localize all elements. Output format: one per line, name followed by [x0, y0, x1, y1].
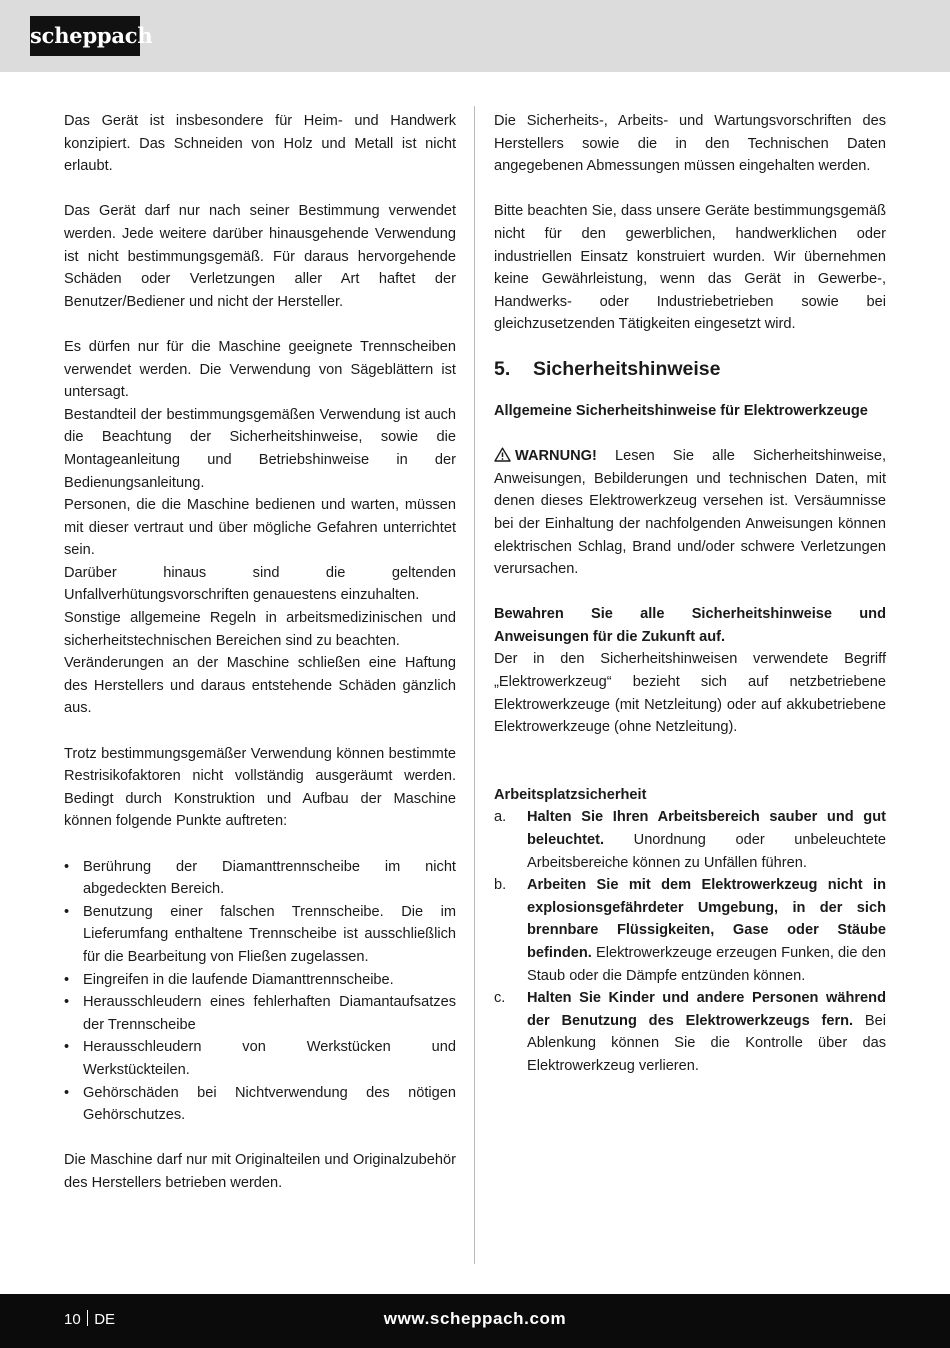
paragraph-residual-risks: Trotz bestimmungsgemäßer Verwendung können bestimmte Restrisikofaktoren nicht vollständig ausgeräumt werden. Bedingt durch Konstruktion und Aufbau der Maschine können folgende Punkte auftreten: [64, 745, 456, 830]
paragraph-power-tool-term: Der in den Sicherheitshinweisen verwendete Begriff „Elektrowerkzeug“ bezieht sich auf netzbetriebene Elektrowerkzeuge (mit Netzleitung) oder auf akkubetriebene Elektrowerkzeuge (ohne Netzleitung). [494, 651, 886, 736]
paragraph-accident-prevention: Darüber hinaus sind die geltenden Unfallverhütungsvorschriften genauestens einzuhalten. [64, 564, 456, 604]
warning-text: Lesen Sie alle Sicherheitshinweise, Anweisungen, Bebilderungen und technischen Daten, mit denen dieses Elektrowerkzeug versehen ist. Versäumnisse bei der Einhaltung der nachfolgenden Anweisungen können elektrischen Schlag, Brand und/oder schwere Verletzungen verursachen. [494, 448, 886, 578]
paragraph-manufacturer-rules: Die Sicherheits-, Arbeits- und Wartungsvorschriften des Herstellers sowie die in den Technischen Daten angegebenen Abmessungen müssen eingehalten werden. [494, 113, 886, 175]
paragraph-general-rules: Sonstige allgemeine Regeln in arbeitsmedizinischen und sicherheitstechnischen Bereichen sind zu beachten. [64, 610, 456, 649]
column-divider [474, 106, 475, 1264]
section-heading [494, 356, 886, 382]
paragraph-cutting-discs: Es dürfen nur für die Maschine geeignete Trennscheiben verwendet werden. Die Verwendung von Sägeblättern ist untersagt. [64, 338, 456, 401]
warning-label: WARNUNG! [515, 448, 597, 465]
list-item: • Benutzung einer falschen Trennscheibe. Die im Lieferumfang enthaltene Trennscheibe ist ausschließlich für die Bearbeitung von Fließen zugelassen. [64, 901, 456, 969]
bullet-icon: • [64, 971, 70, 988]
item-marker: c. [494, 990, 506, 1007]
section-number: 5. [494, 357, 511, 380]
paragraph-safety-compliance: Bestandteil der bestimmungsgemäßen Verwendung ist auch die Beachtung der Sicherheitshinweise, sowie die Montageanleitung und Betriebshinweise in der Bedienungsanleitung. [64, 406, 456, 491]
bullet-icon: • [64, 994, 70, 1011]
section-title: Sicherheitshinweise [533, 357, 721, 380]
list-item: • Eingreifen in die laufende Diamanttrennscheibe. [64, 969, 456, 992]
bullet-icon: • [64, 903, 70, 920]
item-marker: a. [494, 809, 507, 826]
bullet-icon: • [64, 1039, 70, 1056]
workplace-safety-list [494, 806, 886, 1077]
paragraph-intended-use: Das Gerät ist insbesondere für Heim- und Handwerk konzipiert. Das Schneiden von Holz und Metall ist nicht erlaubt. [64, 113, 456, 175]
residual-risk-list [64, 856, 456, 1127]
bullet-icon: • [64, 1084, 70, 1101]
language-code: DE [94, 1311, 116, 1328]
keep-instructions-notice: Bewahren Sie alle Sicherheitshinweise und Anweisungen für die Zukunft auf. [494, 606, 886, 645]
paragraph-intended-use-2: Das Gerät darf nur nach seiner Bestimmung verwendet werden. Jede weitere darüber hinausgehende Verwendung ist nicht bestimmungsgemäß. Für daraus hervorgehende Schäden oder Verletzungen aller Art haftet der Benutzer/Bediener und nicht der Hersteller. [64, 203, 456, 310]
paragraph-original-parts: Die Maschine darf nur mit Originalteilen und Originalzubehör des Herstellers betrieben werden. [64, 1152, 456, 1191]
page-header [0, 0, 950, 72]
heading-workplace-safety: Arbeitsplatzsicherheit [494, 786, 647, 803]
subheading-general-safety: Allgemeine Sicherheitshinweise für Elektrowerkzeuge [494, 402, 868, 419]
warning-triangle-icon [494, 445, 511, 468]
brand-logo: scheppach [30, 16, 140, 56]
page-number: 10 DE [64, 1311, 116, 1328]
item-marker: b. [494, 877, 507, 894]
bullet-icon: • [64, 858, 70, 875]
list-item: • Herausschleudern eines fehlerhaften Diamantaufsatzes der Trennscheibe [64, 991, 456, 1036]
paragraph-warning [494, 445, 886, 581]
list-item: • Herausschleudern von Werkstücken und Werkstückteilen. [64, 1036, 456, 1081]
list-item: a. Halten Sie Ihren Arbeitsbereich sauber und gut beleuchtet. Unordnung oder unbeleuchtete Arbeitsbereiche können zu Unfällen führen. [494, 806, 886, 874]
list-item: • Gehörschäden bei Nichtverwendung des nötigen Gehörschutzes. [64, 1082, 456, 1127]
list-item: b. Arbeiten Sie mit dem Elektrowerkzeug nicht in explosionsgefährdeter Umgebung, in der sich brennbare Flüssigkeiten, Gase oder Stäube befinden. Elektrowerkzeuge erzeugen Funken, die den Staub oder die Dämpfe entzünden können. [494, 874, 886, 987]
list-item: c. Halten Sie Kinder und andere Personen während der Benutzung des Elektrowerkzeugs fern. Bei Ablenkung können Sie die Kontrolle über das Elektrowerkzeug verlieren. [494, 987, 886, 1077]
paragraph-modifications: Veränderungen an der Maschine schließen eine Haftung des Herstellers und daraus entstehende Schäden gänzlich aus. [64, 655, 456, 717]
paragraph-operators: Personen, die die Maschine bedienen und warten, müssen mit dieser vertraut und über mögliche Gefahren unterrichtet sein. [64, 497, 456, 559]
left-column [64, 110, 456, 1195]
page-footer [0, 1294, 950, 1348]
list-item: • Berührung der Diamanttrennscheibe im nicht abgedeckten Bereich. [64, 856, 456, 901]
website-url: www.scheppach.com [383, 1309, 567, 1328]
paragraph-no-commercial-use: Bitte beachten Sie, dass unsere Geräte bestimmungsgemäß nicht für den gewerblichen, handwerklichen oder industriellen Einsatz konstruiert wurden. Wir übernehmen keine Gewährleistung, wenn das Gerät in Gewerbe-, Handwerks- oder Industriebetrieben sowie bei gleichzusetzenden Tätigkeiten eingesetzt wird. [494, 203, 886, 333]
right-column [494, 110, 886, 1078]
